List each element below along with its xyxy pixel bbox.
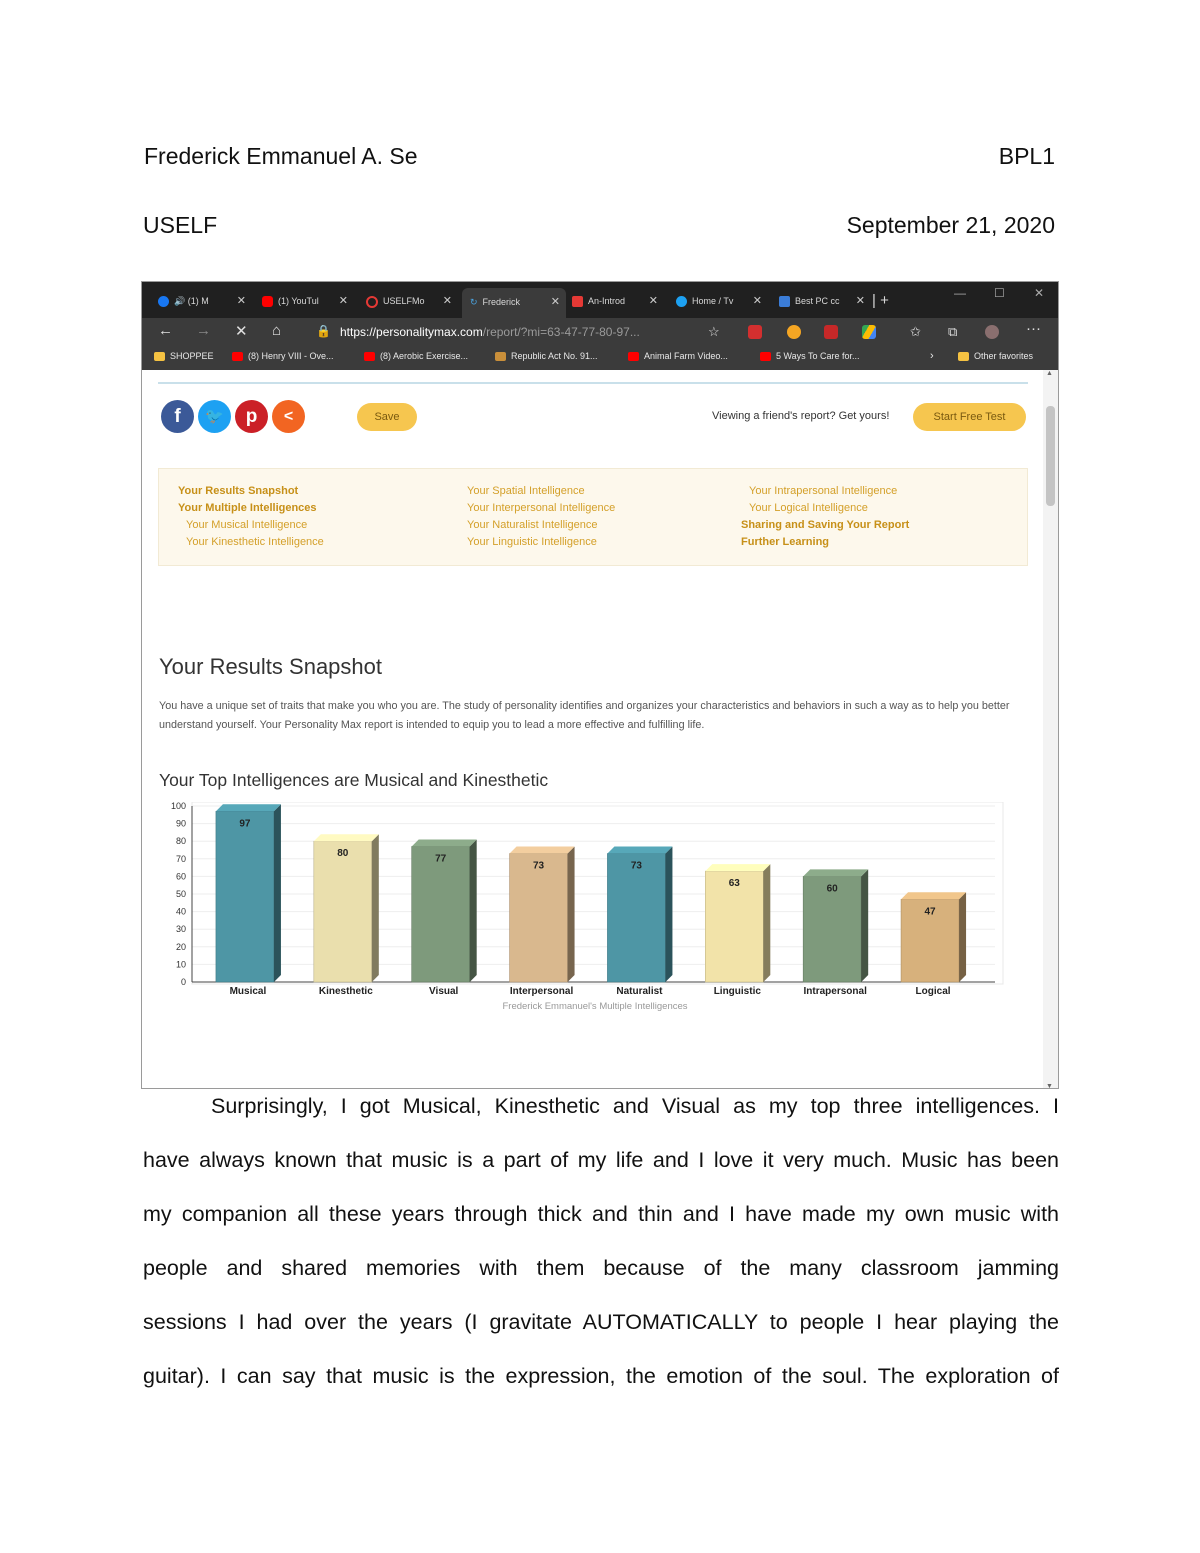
bar-top [216, 804, 281, 811]
intelligences-bar-chart [160, 802, 1016, 1014]
y-tick-label: 10 [175, 959, 186, 970]
bookmark-item[interactable] [760, 351, 860, 361]
stop-icon[interactable]: ✕ [235, 323, 248, 340]
bar-side [665, 847, 672, 982]
y-tick-label: 0 [180, 977, 186, 987]
bar [607, 854, 665, 982]
toc-link[interactable]: Your Kinesthetic Intelligence [186, 536, 324, 548]
page-icon [779, 296, 790, 307]
body-line: people and shared memories with them because of the many classroom jamming [143, 1256, 1059, 1280]
cookie-extension-icon[interactable] [787, 325, 801, 339]
bookmark-item[interactable] [154, 351, 214, 361]
facebook-icon [158, 296, 169, 307]
new-tab-button[interactable]: | + [872, 292, 889, 309]
x-tick-label: Visual [429, 986, 459, 997]
toc-link[interactable]: Your Spatial Intelligence [467, 485, 585, 497]
youtube-icon [262, 296, 273, 307]
data-label: 77 [435, 853, 447, 865]
toc-link[interactable]: Your Intrapersonal Intelligence [749, 485, 898, 497]
course-code: USELF [143, 212, 218, 238]
tab-label: (1) YouTul [278, 296, 319, 306]
browser-tab[interactable] [676, 290, 762, 312]
bar [216, 811, 274, 982]
scroll-thumb[interactable] [1046, 406, 1055, 506]
bar-top [412, 839, 477, 846]
address-bar [142, 318, 1058, 346]
profile-avatar[interactable] [985, 325, 999, 339]
bar-side [470, 839, 477, 982]
bar-side [763, 864, 770, 982]
tab-label: USELFMo [383, 296, 425, 306]
youtube-icon [364, 352, 375, 361]
pinterest-share-icon[interactable]: p [235, 400, 268, 433]
body-line: Surprisingly, I got Musical, Kinesthetic and Visual as my top three intelligences. I [211, 1094, 1059, 1118]
tab-label: Home / Tv [692, 296, 734, 306]
folder-icon [154, 352, 165, 361]
bookmark-item[interactable] [364, 351, 468, 361]
bookmark-label: 5 Ways To Care for... [776, 351, 860, 361]
x-tick-label: Naturalist [616, 986, 663, 997]
y-tick-label: 30 [175, 924, 186, 935]
report-page [142, 370, 1045, 1089]
twitter-icon [676, 296, 687, 307]
bar-top [803, 869, 868, 876]
bar-side [274, 804, 281, 982]
bar-top [901, 892, 966, 899]
divider [158, 382, 1028, 384]
tab-label: (1) M [187, 296, 209, 306]
x-tick-label: Intrapersonal [803, 986, 867, 997]
share-icon[interactable]: < [272, 400, 305, 433]
loading-icon: ↻ [470, 297, 478, 307]
browser-screenshot [141, 281, 1059, 1089]
close-icon[interactable]: ✕ [550, 296, 560, 308]
browser-tab[interactable] [572, 290, 658, 312]
youtube-icon [232, 352, 243, 361]
friend-report-text: Viewing a friend's report? Get yours! [712, 410, 890, 422]
adblock-icon[interactable] [748, 325, 762, 339]
youtube-icon [760, 352, 771, 361]
bar-side [959, 892, 966, 982]
document-date: September 21, 2020 [846, 212, 1055, 238]
scroll-up-icon[interactable]: ▲ [1046, 370, 1053, 377]
data-label: 97 [239, 818, 251, 830]
speaker-icon: 🔊 [174, 296, 188, 306]
toc-link[interactable]: Your Musical Intelligence [186, 519, 308, 531]
x-tick-label: Logical [915, 986, 951, 997]
scroll-down-icon[interactable]: ▼ [1046, 1083, 1053, 1089]
lock-icon: 🔒 [316, 324, 331, 338]
intro-paragraph: You have a unique set of traits that make you who you are. The study of personality identifies and organizes your characteristics and behaviors in such a way as to help you better understand yourself. Your Personality Max report is intended to equip you to lead a more effective and fulfilling life. [159, 700, 1010, 731]
browser-tab-active[interactable] [462, 288, 566, 318]
y-tick-label: 100 [170, 802, 186, 811]
chevron-right-icon[interactable]: › [930, 350, 934, 362]
data-label: 73 [533, 860, 545, 872]
data-label: 47 [924, 906, 936, 918]
toc-link[interactable]: Your Naturalist Intelligence [467, 519, 598, 531]
x-tick-label: Kinesthetic [318, 986, 373, 997]
data-label: 80 [337, 848, 349, 860]
url-host: https://personalitymax.com [340, 325, 483, 339]
body-line: guitar). I can say that music is the expression, the emotion of the soul. The exploration of [143, 1364, 1059, 1388]
browser-tab[interactable] [779, 290, 865, 312]
bar [510, 854, 568, 982]
toc-link[interactable]: Your Linguistic Intelligence [467, 536, 597, 548]
section-code: BPL1 [998, 143, 1055, 169]
snapshot-heading: Your Results Snapshot [159, 654, 382, 679]
google-drive-icon[interactable] [862, 325, 876, 339]
url-path: /report/?mi=63-47-77-80-97... [482, 325, 640, 339]
bar-side [861, 869, 868, 982]
browser-tab[interactable] [366, 290, 452, 312]
data-label: 63 [728, 878, 740, 890]
folder-icon [958, 352, 969, 361]
bar [314, 841, 372, 982]
bar-top [314, 834, 379, 841]
table-of-contents [158, 468, 1028, 566]
collections-icon[interactable]: ⧉ [948, 324, 958, 339]
bookmark-item[interactable] [628, 351, 728, 361]
body-line: sessions I had over the years (I gravitate AUTOMATICALLY to people I hear playing the [143, 1310, 1059, 1334]
tab-label: Best PC cc [795, 296, 840, 306]
bookmark-label: (8) Henry VIII - Ove... [248, 351, 334, 361]
bar-side [568, 847, 575, 982]
minimize-icon[interactable]: — [954, 286, 966, 300]
toc-link[interactable]: Further Learning [741, 536, 830, 548]
browser-tab[interactable] [158, 290, 246, 312]
bookmark-label: (8) Aerobic Exercise... [380, 351, 469, 361]
start-free-test-button[interactable]: Start Free Test [913, 403, 1026, 431]
favorites-icon[interactable]: ✩ [910, 324, 921, 339]
chart-caption: Frederick Emmanuel's Multiple Intelligences [502, 1001, 688, 1012]
other-favorites-label: Other favorites [974, 351, 1034, 361]
toc-link[interactable]: Your Interpersonal Intelligence [467, 502, 616, 514]
bookmark-label: Republic Act No. 91... [511, 351, 598, 361]
bar-side [372, 834, 379, 982]
browser-tab[interactable] [262, 290, 348, 312]
save-button[interactable]: Save [357, 403, 417, 431]
close-icon[interactable]: ✕ [442, 295, 452, 307]
toc-link[interactable]: Sharing and Saving Your Report [741, 519, 910, 531]
window-close-icon[interactable]: ✕ [1034, 286, 1045, 300]
x-tick-label: Musical [229, 986, 267, 997]
bookmark-label: SHOPPEE [170, 351, 214, 361]
y-tick-label: 80 [175, 836, 186, 847]
data-label: 60 [826, 883, 838, 895]
y-tick-label: 20 [175, 941, 186, 952]
close-icon[interactable]: ✕ [236, 295, 246, 307]
facebook-share-icon[interactable]: f [161, 400, 194, 433]
body-line: my companion all these years through thick and thin and I have made my own music with [143, 1202, 1059, 1226]
bookmark-label: Animal Farm Video... [644, 351, 728, 361]
bookmark-item[interactable] [495, 351, 598, 361]
close-icon[interactable]: ✕ [648, 295, 658, 307]
pdf-icon [572, 296, 583, 307]
bar-top [607, 847, 672, 854]
body-line: have always known that music is a part of my life and I love it very much. Music has been [143, 1148, 1059, 1172]
close-icon[interactable]: ✕ [338, 295, 348, 307]
y-tick-label: 60 [175, 871, 186, 882]
tab-label: An-Introd [588, 296, 626, 306]
author-name: Frederick Emmanuel A. Se [144, 143, 418, 169]
more-menu-icon[interactable]: ··· [1026, 320, 1041, 337]
maximize-icon[interactable]: ☐ [994, 286, 1005, 300]
tab-label: Frederick [482, 297, 521, 307]
y-tick-label: 40 [175, 906, 186, 917]
toc-link[interactable]: Your Results Snapshot [178, 485, 299, 497]
toc-link[interactable]: Your Multiple Intelligences [178, 502, 317, 514]
x-tick-label: Linguistic [713, 986, 761, 997]
data-label: 73 [630, 860, 642, 872]
bar-top [705, 864, 770, 871]
y-tick-label: 70 [175, 853, 186, 864]
bar [412, 846, 470, 982]
home-icon[interactable]: ⌂ [272, 322, 282, 339]
twitter-share-icon[interactable]: 🐦 [198, 400, 231, 433]
y-tick-label: 50 [175, 889, 186, 899]
close-icon[interactable]: ✕ [752, 295, 762, 307]
tab-bar [142, 282, 1058, 318]
opera-icon [366, 296, 378, 308]
forward-arrow-icon[interactable]: → [196, 322, 211, 339]
back-arrow-icon[interactable]: ← [158, 322, 173, 339]
url-field[interactable] [340, 325, 640, 339]
x-tick-label: Interpersonal [509, 986, 574, 997]
y-tick-label: 90 [175, 818, 186, 829]
scrollbar[interactable] [1043, 370, 1058, 1089]
bookmark-item[interactable] [232, 351, 334, 361]
top-intelligences-heading: Your Top Intelligences are Musical and Kinesthetic [159, 770, 549, 790]
favorite-star-icon[interactable]: ☆ [708, 324, 720, 339]
other-favorites[interactable] [958, 351, 1033, 361]
toc-link[interactable]: Your Logical Intelligence [749, 502, 868, 514]
youtube-icon [628, 352, 639, 361]
bookmarks-bar [142, 346, 1058, 371]
bar-top [510, 847, 575, 854]
red-extension-icon[interactable] [824, 325, 838, 339]
close-icon[interactable]: ✕ [855, 295, 865, 307]
law-book-icon [495, 352, 506, 361]
